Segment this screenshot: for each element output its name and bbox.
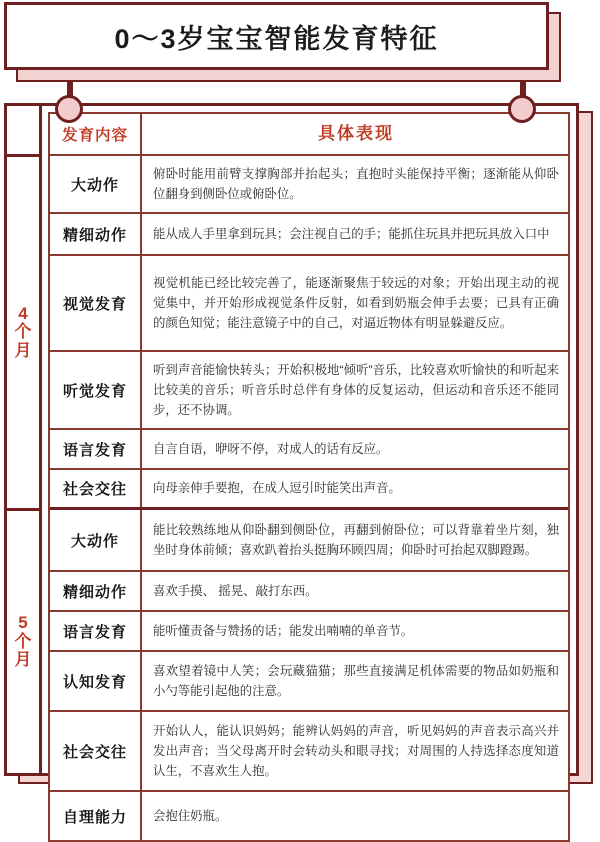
row-category-label: 大动作 (70, 176, 119, 194)
row-detail-text: 向母亲伸手要抱，在成人逗引时能笑出声音。 (153, 481, 401, 496)
header-detail-label: 具体表现 (318, 124, 394, 144)
row-detail-cell (142, 214, 568, 254)
row-detail-text: 能从成人手里拿到玩具；会注视自己的手；能抓住玩具并把玩具放入口中 (153, 226, 550, 241)
month-char-1-0: 5 (18, 613, 28, 633)
table-row (50, 352, 568, 430)
page-title: 0～3岁宝宝智能发育特征 (114, 23, 439, 54)
table-row (50, 156, 568, 214)
milestones-table (4, 103, 579, 826)
row-detail-text: 自言自语，咿呀不停，对成人的话有反应。 (153, 441, 389, 456)
row-detail-text: 能听懂责备与赞扬的话；能发出喃喃的单音节。 (153, 623, 414, 638)
row-detail-cell (142, 352, 568, 428)
month-char-1-1: 个 (14, 631, 32, 651)
table-row (50, 470, 568, 510)
row-detail-cell (142, 510, 568, 570)
month-char-1-2: 月 (14, 650, 32, 670)
row-detail-text: 会抱住奶瓶。 (153, 808, 228, 823)
row-category-cell (50, 430, 142, 468)
month-group-label-0 (7, 154, 42, 508)
table-row (50, 792, 568, 840)
row-detail-cell (142, 652, 568, 710)
row-detail-text: 俯卧时能用前臂支撑胸部并抬起头；直抱时头能保持平衡；逐渐能从仰卧位翻身到侧卧位或俯卧位。 (153, 166, 559, 201)
row-category-cell (50, 256, 142, 350)
row-category-cell (50, 712, 142, 790)
row-detail-text: 喜欢手摸、 摇晃、敲打东西。 (153, 583, 318, 598)
row-detail-cell (142, 572, 568, 610)
row-category-label: 自理能力 (62, 808, 127, 826)
table-row (50, 572, 568, 612)
month-label-text-1 (15, 614, 32, 669)
header-cell-detail (142, 114, 568, 154)
table-row (50, 214, 568, 256)
pin-ball-right (508, 95, 536, 123)
table-row (50, 712, 568, 792)
row-category-cell (50, 652, 142, 710)
table-row (50, 430, 568, 470)
row-category-label: 社会交往 (62, 743, 127, 761)
table-grid (48, 112, 570, 842)
row-category-cell (50, 612, 142, 650)
row-detail-cell (142, 712, 568, 790)
row-category-cell (50, 352, 142, 428)
row-category-label: 精细动作 (62, 583, 127, 601)
row-category-label: 认知发育 (62, 673, 127, 691)
header-category-label: 发育内容 (61, 127, 128, 144)
row-category-cell (50, 156, 142, 212)
table-row (50, 612, 568, 652)
row-detail-cell (142, 256, 568, 350)
row-category-cell (50, 792, 142, 840)
table-body-column (42, 106, 576, 826)
row-detail-cell (142, 612, 568, 650)
title-box (4, 2, 549, 70)
row-category-cell (50, 572, 142, 610)
row-category-label: 大动作 (70, 532, 119, 550)
row-category-label: 语言发育 (62, 441, 127, 459)
row-detail-cell (142, 792, 568, 840)
row-category-label: 语言发育 (62, 623, 127, 641)
month-column (7, 106, 42, 773)
table-header-row (50, 114, 568, 156)
month-header-spacer (7, 106, 42, 154)
row-category-label: 社会交往 (62, 481, 127, 498)
row-detail-cell (142, 156, 568, 212)
row-detail-text: 开始认人，能认识妈妈；能辨认妈妈的声音，听见妈妈的声音表示高兴并发出声音；当父母离开时会转动头和眼寻找；对周围的人持选择态度知道认生，不喜欢生人抱。 (153, 723, 559, 779)
row-category-cell (50, 510, 142, 570)
row-detail-cell (142, 470, 568, 507)
month-label-text-0 (15, 305, 32, 360)
table-row (50, 256, 568, 352)
month-group-label-1 (7, 508, 42, 773)
row-detail-cell (142, 430, 568, 468)
row-category-label: 视觉发育 (62, 295, 127, 313)
month-char-0-2: 月 (14, 340, 32, 360)
row-detail-text: 能比较熟练地从仰卧翻到侧卧位，再翻到俯卧位；可以背靠着坐片刻，独坐时身体前倾；喜欢趴着抬头挺胸环顾四周；仰卧时可抬起双脚蹬踢。 (153, 522, 559, 557)
table-row (50, 510, 568, 572)
row-detail-text: 视觉机能已经比较完善了，能逐渐聚焦于较远的对象；开始出现主动的视觉集中，并开始形成视觉条件反射，如看到奶瓶会伸手去要；已具有正确的颜色知觉；能注意镜子中的自己，对逼近物体有明显躲避反应。 (153, 275, 559, 331)
row-category-cell (50, 214, 142, 254)
row-category-cell (50, 470, 142, 507)
pin-ball-left (55, 95, 83, 123)
table-row (50, 652, 568, 712)
title-banner (4, 2, 549, 80)
row-detail-text: 听到声音能愉快转头；开始积极地“倾听”音乐，比较喜欢听愉快的和听起来比较美的音乐；听音乐时总伴有身体的反复运动，但运动和音乐还不能同步，还不协调。 (153, 362, 559, 418)
row-detail-text: 喜欢望着镜中人笑；会玩藏猫猫；那些直接满足机体需要的物品如奶瓶和小勺等能引起他的注意。 (153, 663, 559, 698)
month-char-0-0: 4 (18, 303, 28, 323)
month-char-0-1: 个 (14, 322, 32, 342)
row-category-label: 听觉发育 (62, 382, 127, 400)
row-category-label: 精细动作 (62, 226, 127, 244)
